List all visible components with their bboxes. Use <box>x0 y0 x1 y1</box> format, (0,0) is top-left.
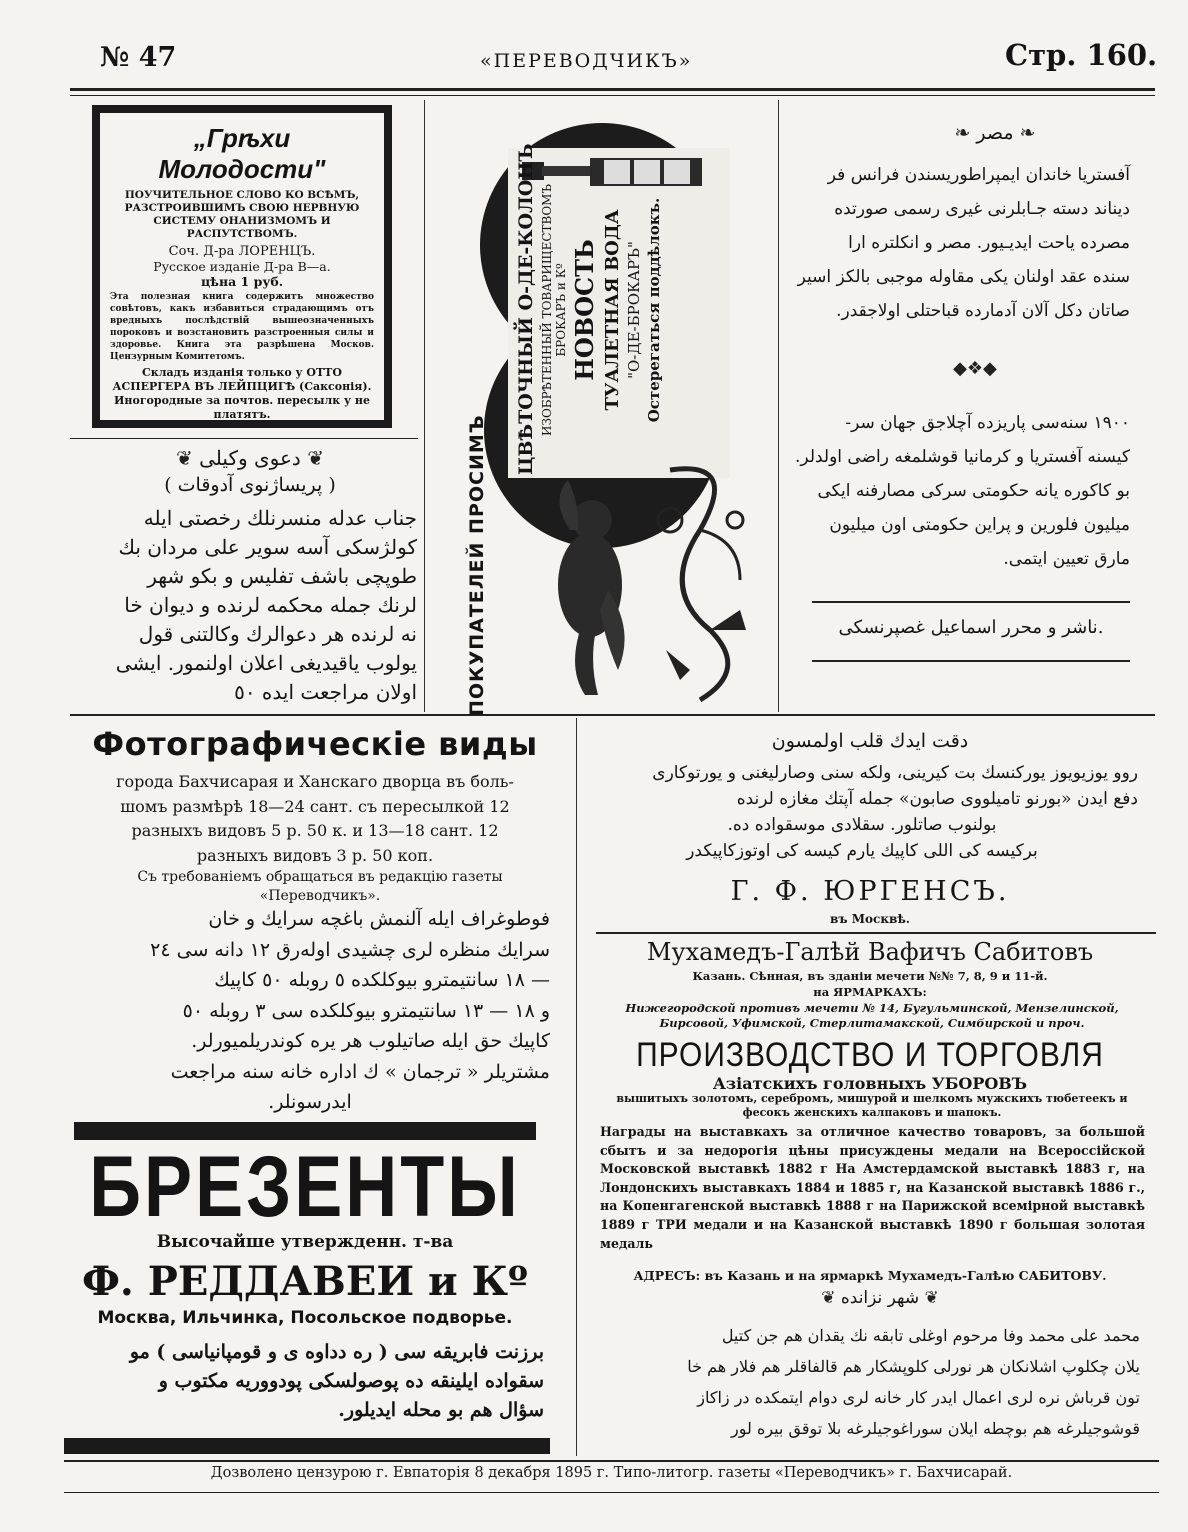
ad-soap-heading: دقت ایدك قلب اولمسون <box>771 730 969 752</box>
header-rule <box>70 88 1155 91</box>
ad-lawyer-heading: دعوی وکیلی <box>199 446 301 470</box>
ad-sabitov-line4: вышитыхъ золотомъ, серебромъ, мишурой и шелкомъ мужскихъ тюбетеекъ и фесокъ женскихъ калпаковъ и шапокъ. <box>616 1092 1128 1119</box>
column-divider <box>424 100 425 712</box>
ad-sins-desc: ПОУЧИТЕЛЬНОЕ СЛОВО КО ВСѢМЪ, РАЗСТРОИВШИМЪ СВОЮ НЕРВНУЮ СИСТЕМУ ОНАНИЗМОМЪ И РАСПУТСТВОМЪ. <box>124 189 360 240</box>
text-line: مشتریلر « ترجمان » ك اداره خانه سنه مراجعت <box>170 1060 550 1083</box>
ad-lawyer-subheading: ( پریساژنوی آدوقات ) <box>164 474 336 496</box>
text-line: ТУАЛЕТНАЯ ВОДА <box>602 209 623 411</box>
ornament-icon: ❦ <box>821 1288 836 1308</box>
text-line: БРОКАРЪ и Кº <box>554 263 568 357</box>
text-line: تون قرباش نره لری اعمال ایدر کار خانه لری دوام ایتمکده در زاکاز <box>697 1388 1140 1407</box>
text-line: محمد علی محمد وفا مرحوم اوغلی تابقه نك یقدان هم جن کتیل <box>721 1326 1140 1345</box>
ad-sabitov-tatar-heading-row <box>790 1288 970 1308</box>
text-line: دفع ایدن «بورنو تامیلووی صابون» جمله آپتك مغازه لرنده <box>736 789 1138 809</box>
ad-photo-title: Фотографическіе виды <box>92 725 538 763</box>
ad-sabitov-name: Мухамедъ-Галѣй Вафичъ Сабитовъ <box>646 938 1094 966</box>
news-paragraph-2 <box>790 406 1130 576</box>
ad-sins-body: Эта полезная книга содержитъ множество совѣтовъ, какъ избавиться страдающимъ отъ вредныхъ послѣдствій вышеозначенныхъ пороковъ и возстановить разстроенныя силы и здоровье. Книга эта разрѣшена Москов. Цензурным Комитетомъ. <box>110 292 374 362</box>
text-line: города Бахчисарая и Ханскаго дворца въ боль- <box>116 772 514 791</box>
text-line: آفستریا خاندان ایمپراطوریسندن فرانس فر <box>827 165 1130 185</box>
text-line: разныхъ видовъ 3 р. 50 коп. <box>196 845 434 865</box>
text-line: بو کاکوره یانه حکومتی سرکی مصارفنه ایکی <box>817 481 1130 501</box>
ad-photo-request: Съ требованіемъ обращаться въ редакцію газеты «Переводчикъ». <box>137 869 503 904</box>
text-line: کاپیك حق ایله صاتیلوب هر یره کوندریلمیورلر. <box>191 1030 550 1052</box>
text-line: шомъ размѣрѣ 18—24 сант. съ пересылкой 12 <box>120 796 510 816</box>
ad-sabitov-tatar-heading: شهر نزانده <box>840 1288 920 1308</box>
text-line: طوپچی باشف تفلیس و بکو شهر <box>147 564 417 588</box>
text-line: لرنك جمله محکمه لرنده و دیوان خا <box>124 593 417 617</box>
text-line: ایدرسونلر. <box>268 1091 352 1113</box>
text-line: ١٩٠٠ سنه‌سی پاریزده آچلاجق جهان سر- <box>845 413 1130 433</box>
ad-tarp-firm: Ф. РЕДДАВЕИ и Кº <box>81 1258 529 1305</box>
text-line: میلیون فلورین و پراین حکومتی اون میلیون <box>829 515 1130 535</box>
ad-tarp-title: БРЕЗЕНТЫ <box>89 1139 521 1236</box>
ad-tarp-sub: Высочайше утвержденн. т-ва <box>156 1232 454 1252</box>
ad-photo-body <box>70 770 560 868</box>
text-line: Остерегаться поддѣлокъ. <box>645 197 663 423</box>
header-rule-thin <box>70 95 1155 96</box>
ad-sabitov-awards: Награды на выставкахъ за отличное качество товаровъ, за большой сбытъ и за недорогія цѣны присуждены медали на Всероссійской Московской выставкѣ 1882 г На Амстердамской выставкѣ 1883 г, на Лондонскихъ выставкахъ 1884 и 1885 г, на Казанской выставкѣ 1886 г., на Копенгагенской выставкѣ 1888 г на Парижской всемірной выставкѣ 1889 г ТРИ медали и на Казанской выставкѣ 1890 г большая золотая медаль <box>600 1124 1145 1251</box>
ornament-icon: ❧ <box>954 122 971 144</box>
ad-sins-of-youth <box>92 105 392 428</box>
ad-soap-body <box>586 760 1138 864</box>
text-line: НОВОСТЬ <box>570 239 599 381</box>
text-line: ЦВѢТОЧНЫЙ О-ДЕ-КОЛОНЪ <box>515 143 537 475</box>
ad-soap-city: въ Москвѣ. <box>830 912 910 926</box>
text-line: نه لرنده هر دعوالرك وکالتنی قول <box>138 622 417 646</box>
text-line: مصرده یاحت ایدیـیور. مصر و انکلتره ارا <box>848 233 1130 253</box>
cologne-label-text <box>512 145 732 475</box>
text-line: روو یوزیویوز یورکنسك بت کیرینی، ولکه سنی وصارلیغنی و یورتوکاری <box>652 763 1138 783</box>
text-line: — ١٨ سانتیمترو بیوکلکده ٥ روبله ٥٠ کاپیك <box>214 969 550 991</box>
ornament-icon: ❦ <box>176 446 193 470</box>
text-line: ИЗОБРѢТЕННЫЙ ТОВАРИЩЕСТВОМЪ <box>540 184 554 436</box>
ad-sins-store: Складъ изданія только у ОТТО АСПЕРГЕРА ВЪ ЛЕЙПЦИГѢ (Саксонія). Иногородные за почтов. пересылк у не платятъ. <box>112 366 372 420</box>
cologne-side-text: ПОКУПАТЕЛЕЙ ПРОСИМЪ <box>466 414 488 716</box>
news-heading: مصر <box>976 122 1014 144</box>
footer-imprint: Дозволено цензурою г. Евпаторія 8 декабря 1895 г. Типо-литогр. газеты «Переводчикъ» г. Бахчисарай. <box>210 1465 1013 1481</box>
text-line: یلان چکلوپ اشلانکان هر نورلی کلوپشکار هم قالفاقلر هم فلار هم خا <box>687 1357 1140 1376</box>
ad-sins-title: „Грѣхи Молодости" <box>158 123 326 184</box>
text-line: سنده عقد اولنان یکی مقاوله موجبی بالکز اسیر <box>797 267 1130 287</box>
text-line: اولان مراجعت ایده ٥٠ <box>234 680 417 704</box>
text-line: مارق تعیین ایتمی. <box>1003 549 1130 569</box>
text-line: разныхъ видовъ 5 р. 50 к. и 13—18 сант. 12 <box>131 821 499 840</box>
news-paragraph-1 <box>790 158 1130 328</box>
text-line: سرایك منظره لری چشیدی اولەرق ١٢ دانه سی ٢٤ <box>150 938 550 961</box>
ad-lawyer-heading-row <box>140 446 360 470</box>
ad-sabitov-line3: Нижегородской противъ мечети № 14, Бугульминской, Мензелинской, Бирсовой, Уфимской, Стерлитамакской, Симбирской и проч. <box>625 1001 1119 1030</box>
ornament-icon: ❦ <box>307 446 324 470</box>
publisher-line: ناشر و محرر اسماعیل غصپرنسکی. <box>838 617 1104 638</box>
ad-sabitov-line2: на ЯРМАРКАХЪ: <box>813 985 927 999</box>
text-line: فوطوغراف ایله آلنمش باغچه سرایك و خان <box>208 908 550 930</box>
ad-soap-firm: Г. Ф. ЮРГЕНСЪ. <box>730 876 1010 907</box>
ad-sabitov-subheading: Азіатскихъ головныхъ УБОРОВЪ <box>712 1074 1028 1093</box>
ad-tarp-address: Москва, Ильчинка, Посольское подворье. <box>97 1308 513 1328</box>
text-line: سقواده ایلینقه ده پوصولسکی پودووریه مکتوب و <box>158 1370 544 1392</box>
divider-ornament-icon: ◆❖◆ <box>953 358 997 379</box>
ad-cologne <box>440 110 760 716</box>
ornament-icon: ❧ <box>1019 122 1036 144</box>
section-rule <box>70 714 1155 716</box>
ad-tarp-bar <box>64 1438 550 1454</box>
ornament-icon: ❦ <box>924 1288 939 1308</box>
page-number: Стр. 160. <box>1005 38 1158 72</box>
ad-tarp-tatar <box>74 1338 544 1425</box>
ad-rule <box>596 932 1156 934</box>
ad-sins-edition: Русское изданіе Д-ра В—а. <box>153 259 331 274</box>
text-line: کیسنه آفستریا و کرمانیا قوشلمغه راضی اولدلر. <box>795 447 1130 467</box>
ad-sabitov-tatar <box>592 1320 1140 1444</box>
text-line: جناب عدله منسرنلك رخصتی ایله <box>143 506 417 530</box>
ad-photo-tatar <box>70 904 550 1118</box>
text-line: برزنت فابریقه سی ( ره دداوه ی و قومپانیاسی ) مو <box>129 1341 544 1363</box>
publisher-rule <box>812 660 1130 662</box>
ad-sins-author: Соч. Д-ра ЛОРЕНЦЪ. <box>168 244 316 259</box>
footer-rule <box>64 1492 1159 1493</box>
newspaper-title: «ПЕРЕВОДЧИКЪ» <box>480 50 693 72</box>
ad-sabitov-address: АДРЕСЪ: въ Казань и на ярмаркѣ Мухамедъ-Галѣю САБИТОВУ. <box>633 1268 1107 1283</box>
text-line: کولژسکی آسه سویر علی مردان بك <box>118 535 417 559</box>
text-line: "О-ДЕ-БРОКАРЪ" <box>625 241 643 379</box>
publisher-rule <box>812 601 1130 603</box>
news-heading-row <box>920 122 1070 144</box>
ad-sins-price: цѣна 1 руб. <box>200 274 284 289</box>
ad-rule <box>70 438 418 439</box>
ad-sabitov-line1: Казань. Сѣнная, въ зданіи мечети №№ 7, 8, 9 и 11-й. <box>692 969 1048 983</box>
text-line: بولنوب صاتلور. سقلادی موسقواده ده. <box>727 815 997 835</box>
text-line: سؤال هم بو محله ایدیلور. <box>338 1399 544 1421</box>
column-divider <box>576 718 577 1456</box>
text-line: برکیسه کی اللی کاپیك یارم کیسه کی اوتوزکاپیکدر <box>686 841 1038 861</box>
text-line: قوشوجیلرغه هم بوچطه ایلان سوراغوجیلرغه بلا توقق بیره لور <box>731 1419 1140 1438</box>
footer-rule <box>64 1460 1159 1462</box>
ad-lawyer-body <box>72 504 417 707</box>
text-line: صاتان دکل آلان آدمارده قباحتلی اولاجقدر. <box>836 301 1130 321</box>
text-line: یولوب یاقیدیغی اعلان اولنمور. ایشی <box>115 651 417 675</box>
issue-number: № 47 <box>100 42 177 73</box>
column-divider <box>778 100 779 712</box>
text-line: و ١٨ — ١٣ سانتیمترو بیوکلکده سی ٣ روبله ٥٠ <box>182 999 550 1022</box>
text-line: دیناند دسته جـابلرنی غیری رسمی صورتده <box>834 199 1130 219</box>
ad-sabitov-heading: ПРОИЗВОДСТВО И ТОРГОВЛЯ <box>636 1036 1104 1074</box>
